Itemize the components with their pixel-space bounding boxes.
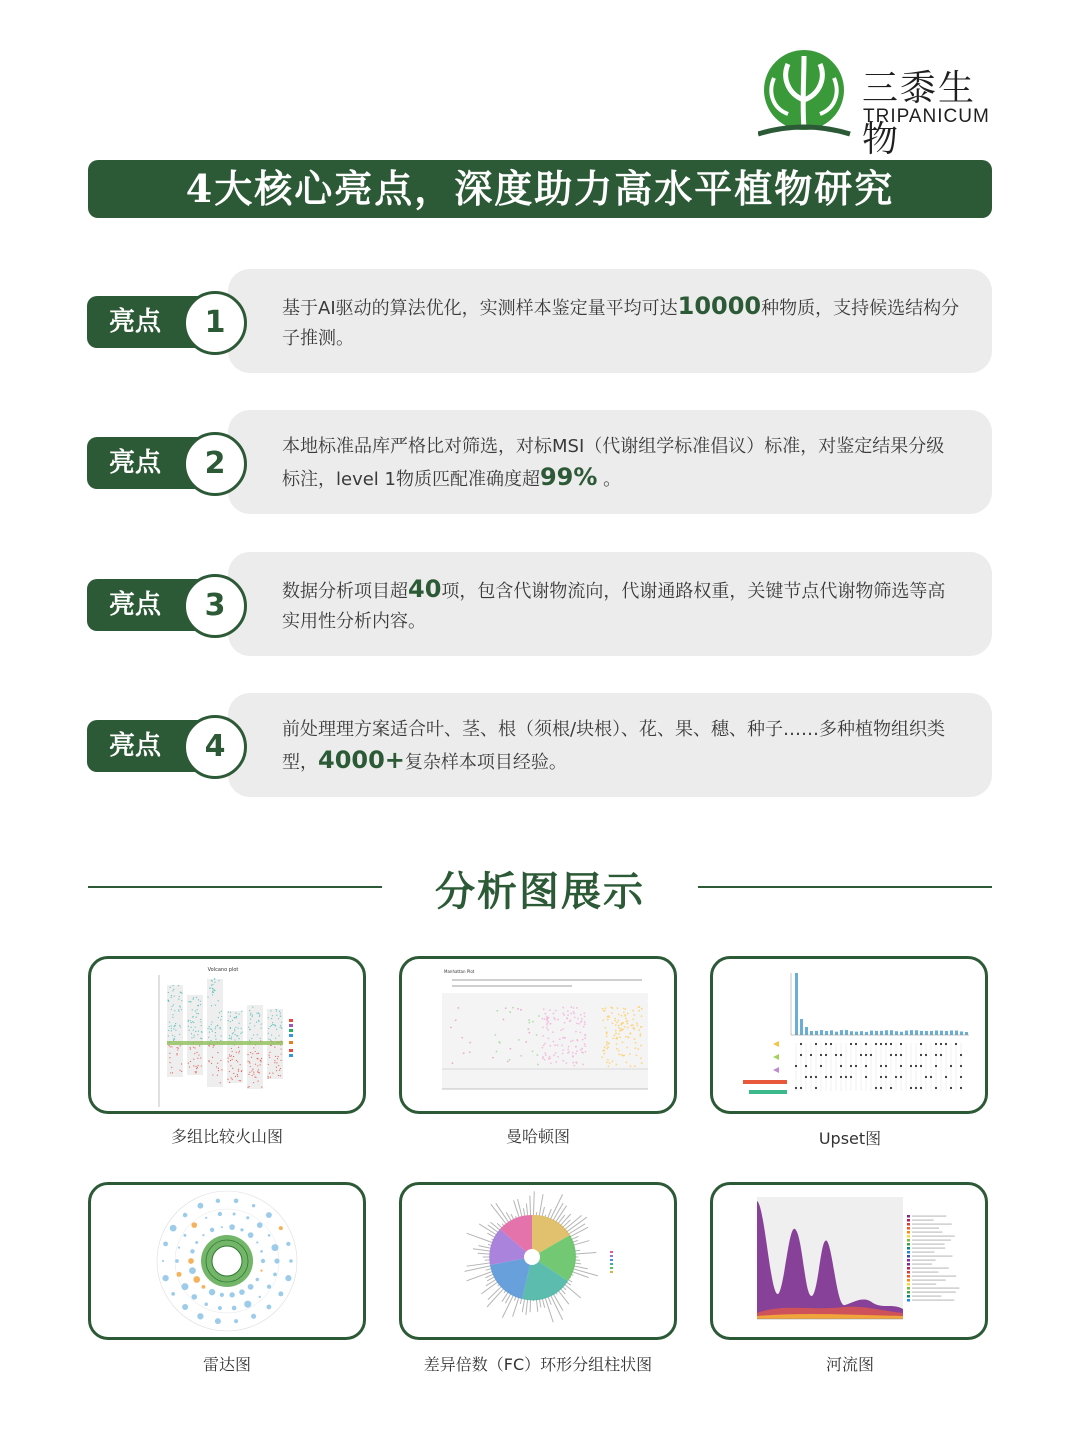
thumbnail-caption: 曼哈顿图 xyxy=(505,1127,570,1146)
thumbnail-caption: 多组比较火山图 xyxy=(170,1127,283,1146)
highlight-1 xyxy=(0,269,1080,373)
upset-plot-thumbnail xyxy=(710,956,988,1114)
highlight-tag-label: 亮点 xyxy=(109,307,162,337)
volcano-plot-thumbnail xyxy=(88,956,366,1114)
leaf-logo-icon xyxy=(758,48,858,138)
brand-name-en: TRIPANICUM xyxy=(863,106,990,127)
highlight-number: 1 xyxy=(183,291,247,355)
highlight-3 xyxy=(0,552,1080,656)
highlight-tag-label: 亮点 xyxy=(109,731,162,761)
page-title: 4大核心亮点，深度助力高水平植物研究 xyxy=(88,160,992,218)
highlight-emphasis: 99% xyxy=(539,463,598,491)
highlight-card xyxy=(228,693,992,797)
volcano-plot-image xyxy=(91,959,363,1111)
highlight-number: 4 xyxy=(183,715,247,779)
section-title: 分析图展示 xyxy=(435,868,645,915)
brand-name-cn: 三黍生物 xyxy=(862,68,977,160)
upset-plot-image xyxy=(713,959,985,1111)
radar-plot-thumbnail xyxy=(88,1182,366,1340)
highlight-4 xyxy=(0,693,1080,797)
highlight-card xyxy=(228,410,992,514)
thumbnail-caption: 差异倍数（FC）环形分组柱状图 xyxy=(423,1355,653,1374)
streamgraph-thumbnail xyxy=(710,1182,988,1340)
manhattan-plot-thumbnail xyxy=(399,956,677,1114)
section-divider-left xyxy=(88,886,382,888)
highlight-card xyxy=(228,552,992,656)
highlight-number: 3 xyxy=(183,574,247,638)
highlight-tag-label: 亮点 xyxy=(109,590,162,620)
highlight-tag-label: 亮点 xyxy=(109,448,162,478)
highlight-emphasis: 10000 xyxy=(677,292,762,320)
highlight-text: 数据分析项目超40项，包含代谢物流向，代谢通路权重，关键节点代谢物筛选等高实用性分析内容。 xyxy=(282,575,946,632)
streamgraph-image xyxy=(713,1185,985,1337)
fc-circular-barplot-image xyxy=(402,1185,674,1337)
highlight-2 xyxy=(0,410,1080,514)
radar-plot-image xyxy=(91,1185,363,1337)
highlight-card xyxy=(228,269,992,373)
highlight-emphasis: 4000+ xyxy=(318,746,405,774)
highlight-text: 前处理理方案适合叶、茎、根（须根/块根）、花、果、穗、种子……多种植物组织类型，4000+复杂样本项目经验。 xyxy=(282,719,946,774)
thumbnail-caption: 雷达图 xyxy=(202,1355,251,1374)
brand-logo xyxy=(758,48,1008,160)
highlight-text: 基于AI驱动的算法优化，实测样本鉴定量平均可达10000种物质，支持候选结构分子推测。 xyxy=(282,292,960,349)
manhattan-plot-image xyxy=(402,959,674,1111)
highlight-number: 2 xyxy=(183,432,247,496)
thumbnail-caption: 河流图 xyxy=(825,1355,874,1374)
thumbnail-caption: Upset图 xyxy=(818,1129,882,1148)
chart-title: Volcano plot xyxy=(207,967,239,973)
highlight-emphasis: 40 xyxy=(408,575,442,603)
chart-title: Manhattan Plot xyxy=(444,969,475,974)
section-divider-right xyxy=(698,886,992,888)
highlight-text: 本地标准品库严格比对筛选，对标MSI（代谢组学标准倡议）标准，对鉴定结果分级标注，level 1物质匹配准确度超99% 。 xyxy=(282,436,945,491)
fc-circular-barplot-thumbnail xyxy=(399,1182,677,1340)
